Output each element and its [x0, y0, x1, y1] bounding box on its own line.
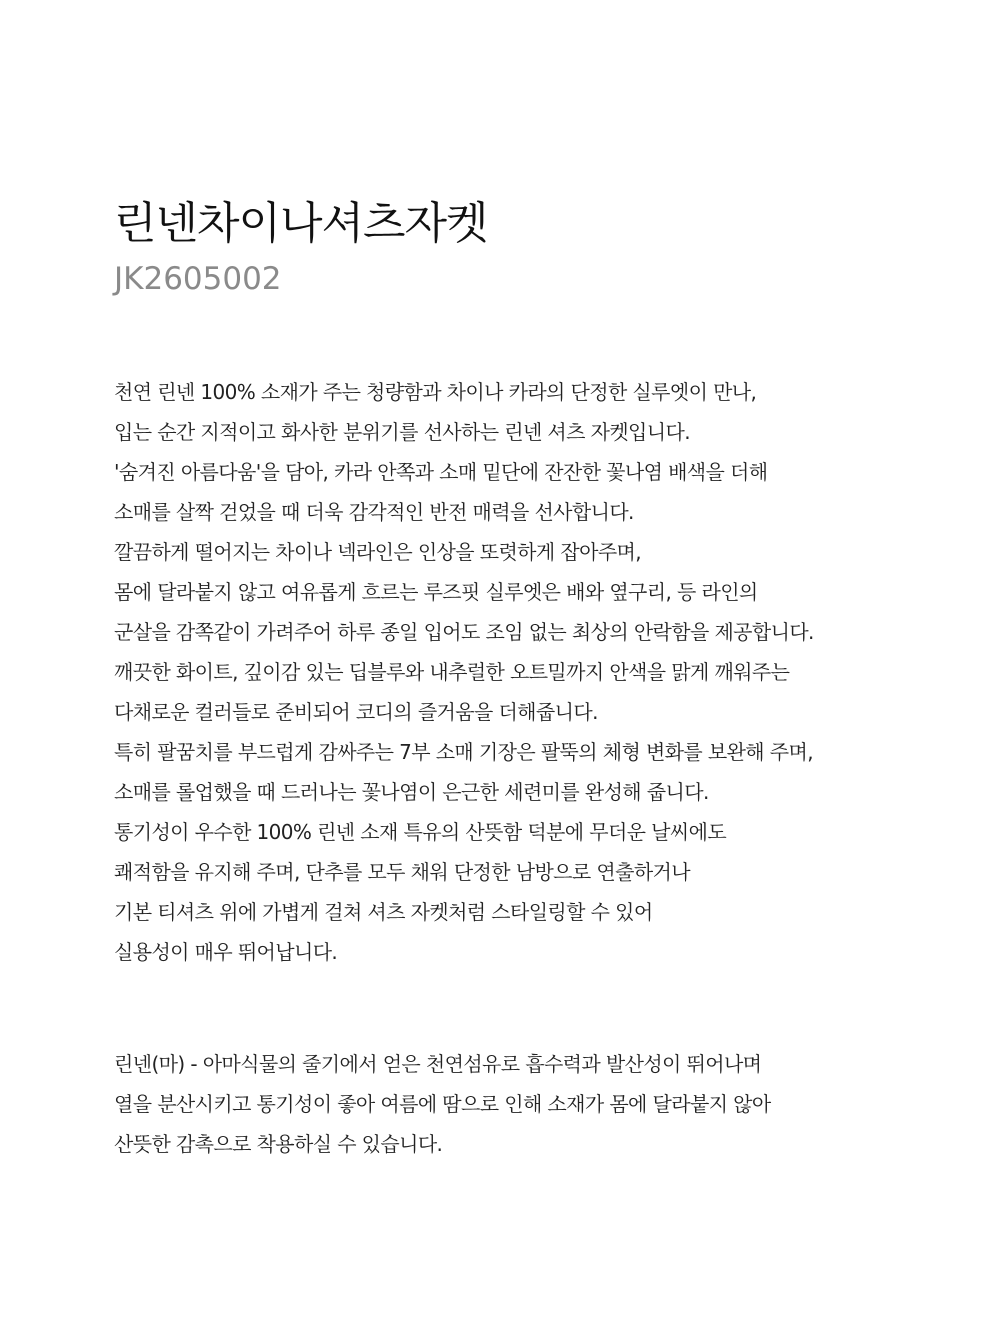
description-line: 깔끔하게 떨어지는 차이나 넥라인은 인상을 또렷하게 잡아주며,: [114, 540, 642, 564]
description-line: 소매를 롤업했을 때 드러나는 꽃나염이 은근한 세련미를 완성해 줍니다.: [114, 780, 709, 804]
product-title: 린넨차이나셔츠자켓: [114, 198, 488, 249]
material-note: [114, 1044, 974, 1164]
description-line: 실용성이 매우 뛰어납니다.: [114, 940, 338, 964]
description-line: 깨끗한 화이트, 깊이감 있는 딥블루와 내추럴한 오트밀까지 안색을 맑게 깨워주는: [114, 660, 790, 684]
description-line: 천연 린넨 100% 소재가 주는 청량함과 차이나 카라의 단정한 실루엣이 만나,: [114, 380, 757, 404]
material-line: 산뜻한 감촉으로 착용하실 수 있습니다.: [114, 1132, 443, 1156]
description-line: 입는 순간 지적이고 화사한 분위기를 선사하는 린넨 셔츠 자켓입니다.: [114, 420, 690, 444]
description-line: '숨겨진 아름다움'을 담아, 카라 안쪽과 소매 밑단에 잔잔한 꽃나염 배색을 더해: [114, 460, 768, 484]
description-line: 기본 티셔츠 위에 가볍게 걸쳐 셔츠 자켓처럼 스타일링할 수 있어: [114, 900, 653, 924]
description-line: 쾌적함을 유지해 주며, 단추를 모두 채워 단정한 남방으로 연출하거나: [114, 860, 690, 884]
description-line: 다채로운 컬러들로 준비되어 코디의 즐거움을 더해줍니다.: [114, 700, 598, 724]
material-line: 열을 분산시키고 통기성이 좋아 여름에 땀으로 인해 소재가 몸에 달라붙지 않아: [114, 1092, 771, 1116]
product-description: [114, 372, 974, 972]
material-line: 린넨(마) - 아마식물의 줄기에서 얻은 천연섬유로 흡수력과 발산성이 뛰어나며: [114, 1052, 762, 1076]
description-line: 소매를 살짝 걷었을 때 더욱 감각적인 반전 매력을 선사합니다.: [114, 500, 634, 524]
description-line: 통기성이 우수한 100% 린넨 소재 특유의 산뜻함 덕분에 무더운 날씨에도: [114, 820, 727, 844]
description-line: 몸에 달라붙지 않고 여유롭게 흐르는 루즈핏 실루엣은 배와 옆구리, 등 라인의: [114, 580, 758, 604]
description-line: 군살을 감쪽같이 가려주어 하루 종일 입어도 조임 없는 최상의 안락함을 제공합니다.: [114, 620, 814, 644]
description-line: 특히 팔꿈치를 부드럽게 감싸주는 7부 소매 기장은 팔뚝의 체형 변화를 보완해 주며,: [114, 740, 813, 764]
product-code: JK2605002: [114, 261, 282, 297]
